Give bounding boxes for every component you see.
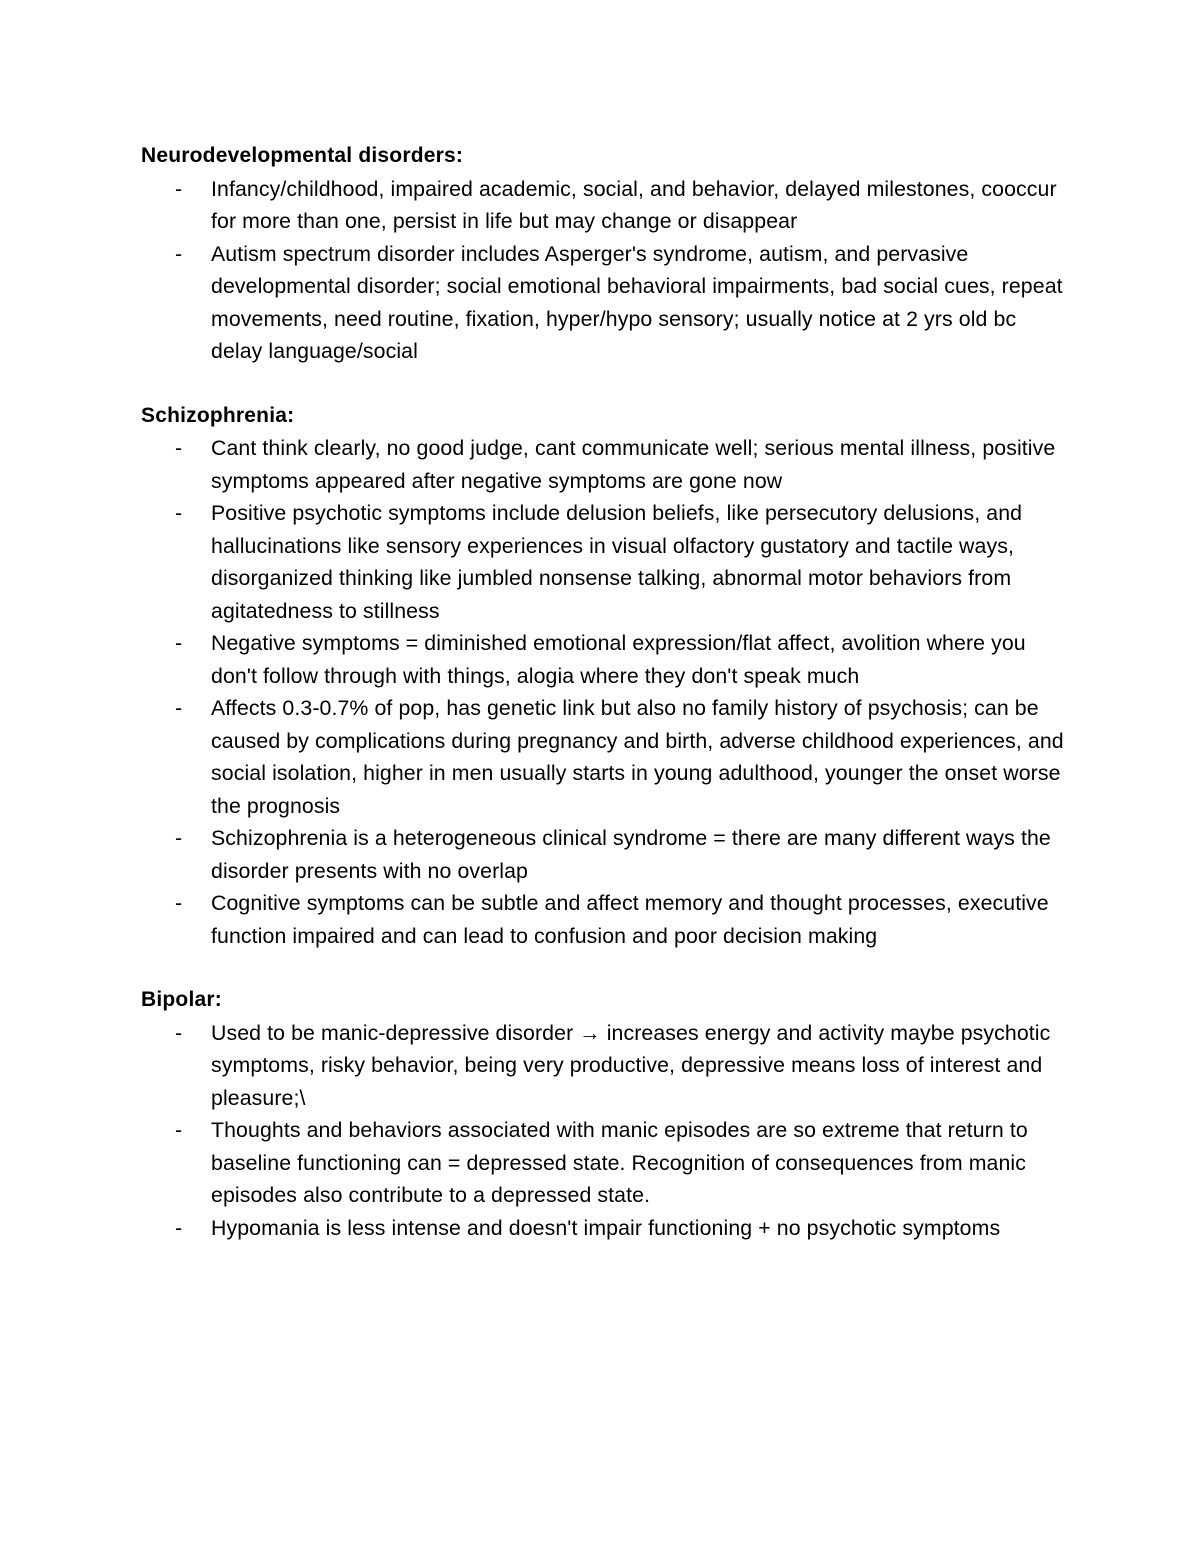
list-item-text: Infancy/childhood, impaired academic, social, and behavior, delayed milestones, cooccur for more than one, persist in life but may change or disappear: [211, 176, 1057, 233]
bullet-dash: -: [175, 891, 183, 915]
list-item-text: Autism spectrum disorder includes Asperger's syndrome, autism, and pervasive developmental disorder; social emotional behavioral impairments, bad social cues, repeat movements, need routine, fixation, hyper/hypo sensory; usually notice at 2 yrs old bc delay language/social: [211, 241, 1063, 363]
section-neurodevelopmental: [141, 140, 1071, 368]
bullet-list: [141, 1017, 1071, 1245]
list-item: [141, 627, 1071, 692]
bullet-dash: -: [175, 1215, 183, 1240]
section-bipolar: [141, 984, 1071, 1244]
list-item-text: Schizophrenia is a heterogeneous clinical syndrome = there are many different ways the disorder presents with no overlap: [211, 826, 1051, 883]
list-item: [141, 432, 1071, 497]
list-item-text: Hypomania is less intense and doesn't impair functioning + no psychotic symptoms: [211, 1215, 1001, 1240]
list-item-text: Positive psychotic symptoms include delusion beliefs, like persecutory delusions, and hallucinations like sensory experiences in visual olfactory gustatory and tactile ways, disorganized thinking like jumbled nonsense talking, abnormal motor behaviors from agitatedness to stillness: [211, 501, 1023, 623]
list-item: [141, 887, 1071, 952]
list-item-text: Cant think clearly, no good judge, cant communicate well; serious mental illness, positive symptoms appeared after negative symptoms are gone now: [211, 436, 1056, 493]
list-item: [141, 173, 1071, 238]
section-heading: Bipolar:: [141, 988, 222, 1011]
list-item-text: Cognitive symptoms can be subtle and affect memory and thought processes, executive function impaired and can lead to confusion and poor decision making: [211, 891, 1049, 948]
list-item: [141, 1114, 1071, 1212]
section-heading: Schizophrenia:: [141, 403, 295, 427]
bullet-dash: -: [175, 1118, 183, 1142]
bullet-dash: -: [175, 826, 183, 850]
bullet-list: [141, 432, 1071, 952]
list-item-text: Thoughts and behaviors associated with manic episodes are so extreme that return to baseline functioning can = depressed state. Recognition of consequences from manic episodes also contribute to a depressed state.: [211, 1118, 1028, 1207]
document-body: [141, 140, 1071, 1276]
list-item: [141, 692, 1071, 822]
bullet-dash: -: [175, 176, 183, 201]
bullet-dash: -: [175, 631, 183, 655]
section-schizophrenia: [141, 400, 1071, 953]
list-item: [141, 1017, 1071, 1115]
list-item-text: Affects 0.3-0.7% of pop, has genetic link but also no family history of psychosis; can be caused by complications during pregnancy and birth, adverse childhood experiences, and social isolation, higher in men usually starts in young adulthood, younger the onset worse the prognosis: [211, 696, 1064, 818]
bullet-list: [141, 173, 1071, 368]
bullet-dash: -: [175, 1020, 183, 1045]
section-heading: Neurodevelopmental disorders:: [141, 144, 464, 167]
list-item: [141, 238, 1071, 368]
list-item: [141, 822, 1071, 887]
list-item-text: Negative symptoms = diminished emotional expression/flat affect, avolition where you don't follow through with things, alogia where they don't speak much: [211, 631, 1026, 688]
list-item: [141, 1212, 1071, 1245]
bullet-dash: -: [175, 501, 183, 525]
list-item: [141, 497, 1071, 627]
bullet-dash: -: [175, 241, 183, 266]
bullet-dash: -: [175, 696, 183, 720]
list-item-text: Used to be manic-depressive disorder → increases energy and activity maybe psychotic symptoms, risky behavior, being very productive, depressive means loss of interest and pleasure;\: [211, 1020, 1051, 1110]
bullet-dash: -: [175, 436, 183, 460]
